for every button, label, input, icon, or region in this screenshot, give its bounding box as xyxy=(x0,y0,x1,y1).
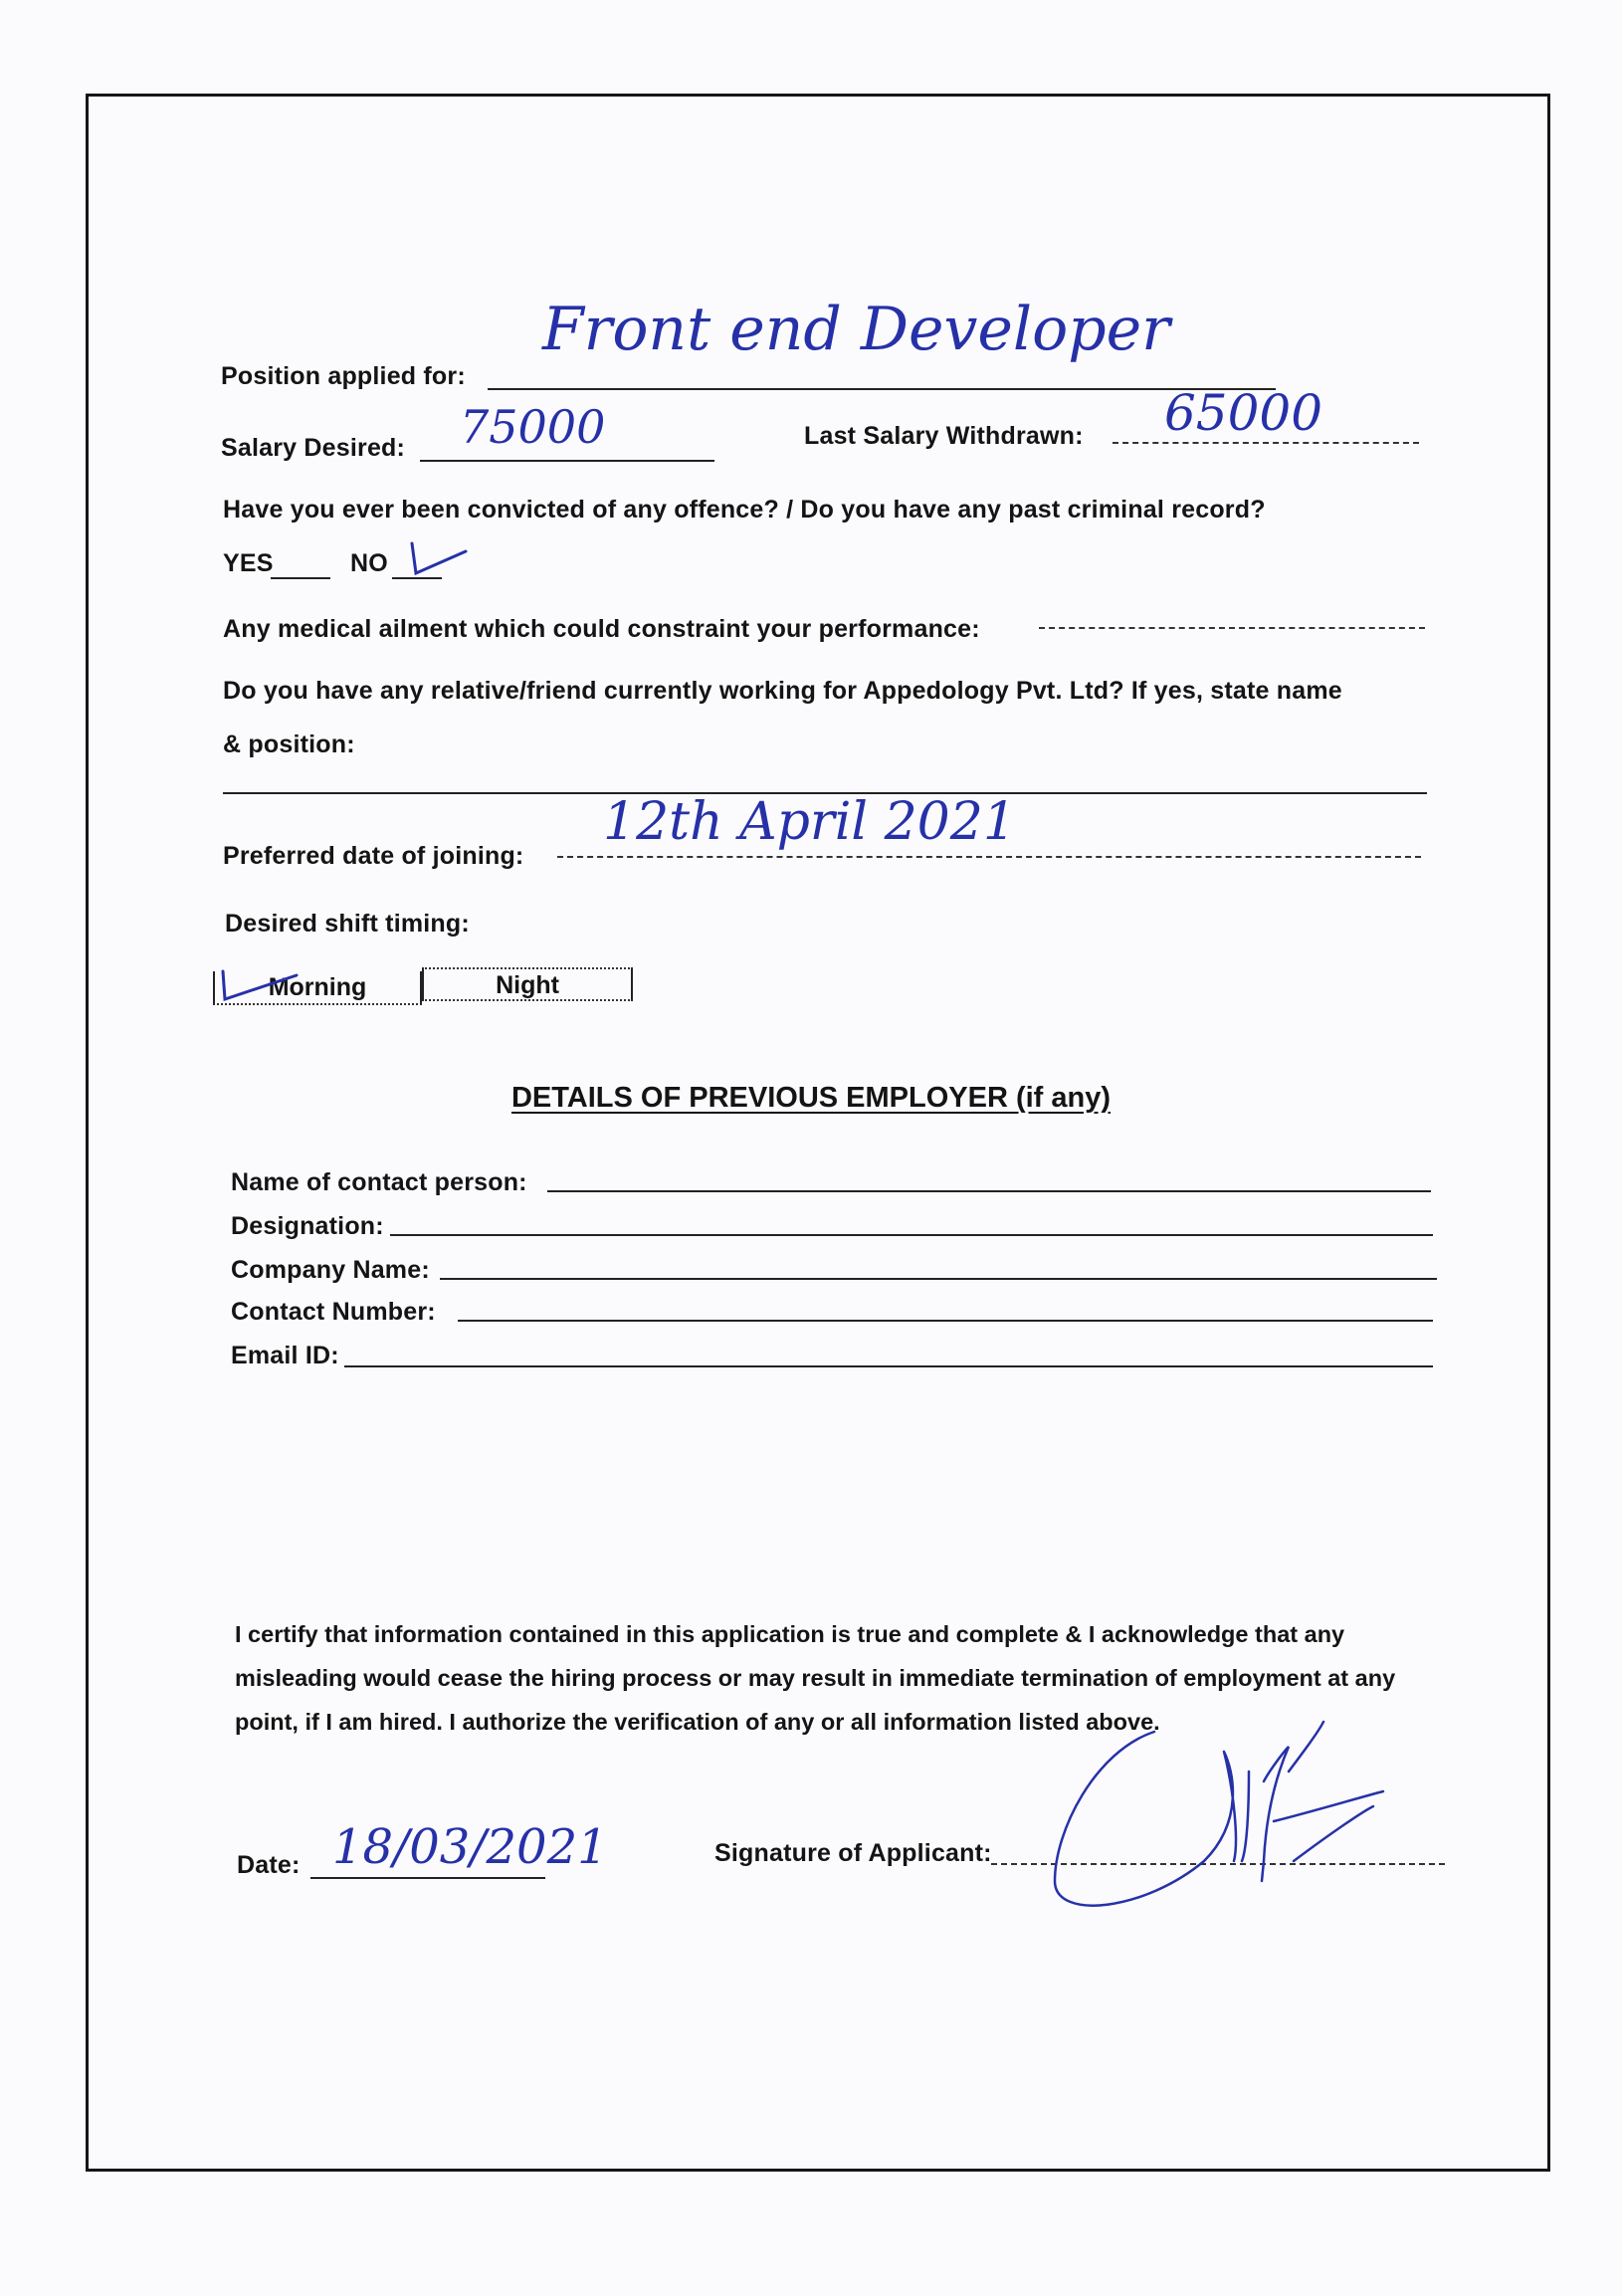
contact-person-line[interactable] xyxy=(547,1190,1431,1192)
yes-line[interactable] xyxy=(271,577,330,579)
salary-value[interactable]: 75000 xyxy=(460,400,606,454)
joining-value[interactable]: 12th April 2021 xyxy=(603,792,1016,852)
joining-label: Preferred date of joining: xyxy=(223,842,524,870)
designation-line[interactable] xyxy=(390,1234,1433,1236)
last-salary-label: Last Salary Withdrawn: xyxy=(804,422,1084,450)
no-checkmark-icon xyxy=(406,537,472,581)
date-line xyxy=(310,1877,545,1879)
salary-line xyxy=(420,460,714,462)
date-label: Date: xyxy=(237,1851,301,1879)
designation-label: Designation: xyxy=(231,1212,384,1240)
relative-position-label: & position: xyxy=(223,731,355,758)
relative-question: Do you have any relative/friend currently working for Appedology Pvt. Ltd? If yes, state name xyxy=(223,677,1342,705)
criminal-question: Have you ever been convicted of any offence? / Do you have any past criminal record? xyxy=(223,496,1266,523)
signature-label: Signature of Applicant: xyxy=(714,1839,992,1867)
email-label: Email ID: xyxy=(231,1342,339,1369)
position-line xyxy=(488,388,1276,390)
company-name-label: Company Name: xyxy=(231,1256,430,1284)
morning-checkmark-icon xyxy=(217,967,306,1007)
last-salary-line xyxy=(1113,442,1419,444)
last-salary-value[interactable]: 65000 xyxy=(1164,384,1323,442)
date-value[interactable]: 18/03/2021 xyxy=(332,1819,608,1875)
shift-morning-option[interactable]: Morning xyxy=(213,971,422,1005)
shift-label: Desired shift timing: xyxy=(225,910,470,938)
medical-line[interactable] xyxy=(1039,627,1425,629)
applicant-signature xyxy=(1035,1712,1393,1931)
contact-person-label: Name of contact person: xyxy=(231,1168,527,1196)
medical-label: Any medical ailment which could constraint your performance: xyxy=(223,615,980,643)
previous-employer-heading: DETAILS OF PREVIOUS EMPLOYER (if any) xyxy=(510,1082,1112,1114)
no-label: NO xyxy=(350,549,388,577)
joining-line xyxy=(557,856,1421,858)
yes-label: YES xyxy=(223,549,274,577)
contact-number-line[interactable] xyxy=(458,1320,1433,1322)
position-label: Position applied for: xyxy=(221,362,466,390)
company-name-line[interactable] xyxy=(440,1278,1437,1280)
salary-label: Salary Desired: xyxy=(221,434,406,462)
position-value[interactable]: Front end Developer xyxy=(542,295,1170,364)
contact-number-label: Contact Number: xyxy=(231,1298,436,1326)
shift-night-option[interactable]: Night xyxy=(422,967,633,1001)
email-line[interactable] xyxy=(344,1365,1433,1367)
declaration-text: I certify that information contained in this application is true and complete & I acknowledge that any misleading would cease the hiring process or may result in immediate termination of employment at any point, if I am hired. I authorize the verification of any or all information listed above. xyxy=(235,1621,1396,1735)
